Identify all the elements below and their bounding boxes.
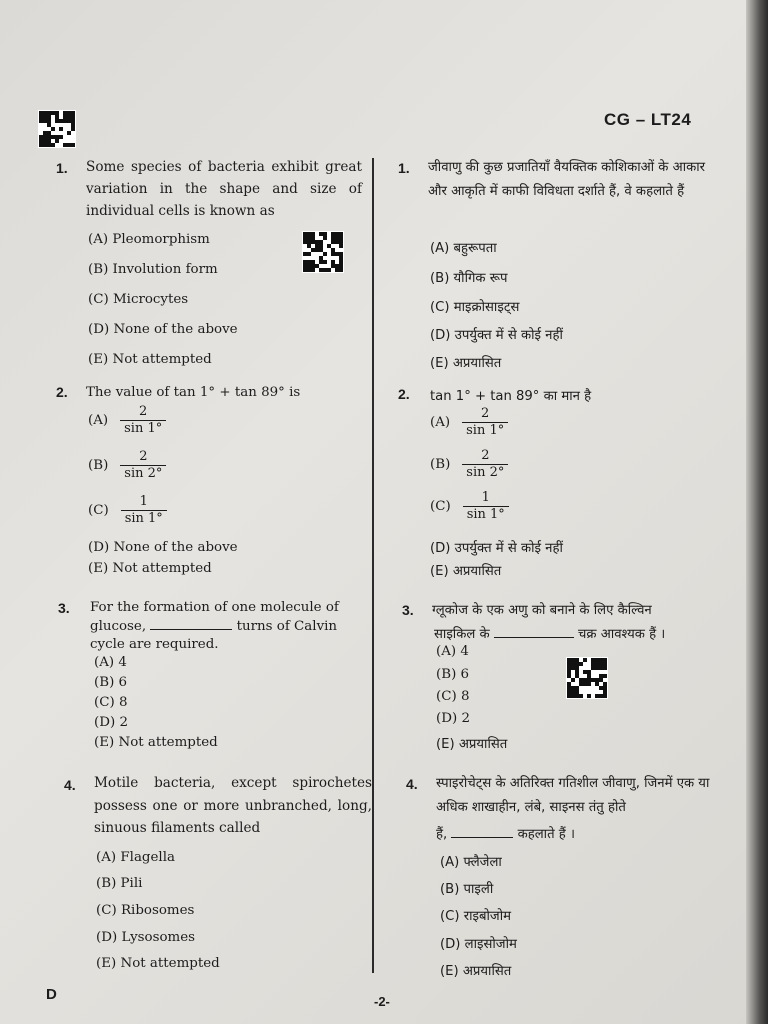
q2-option-d-hi: (D) उपर्युक्त में से कोई नहीं [430,541,563,556]
q2-option-c-numerator-en: 1 [139,494,148,509]
q2-option-c-denominator-hi: sin 1° [463,506,509,523]
q2-option-c-numerator-hi: 1 [481,490,490,505]
q2-option-c-label-hi: (C) [430,499,451,514]
q1-option-d-en: (D) None of the above [88,322,238,337]
qr-code-q3 [566,657,608,699]
q2-option-c-fraction-hi [463,490,509,523]
q4-option-c-en: (C) Ribosomes [96,903,195,918]
q2-option-c-en [88,494,167,527]
q3-text-line2-hi [434,624,665,642]
q3-option-c-hi: (C) 8 [436,689,470,704]
page-number: -2- [374,994,390,1009]
q2-option-c-hi [430,490,509,523]
q2-text-hi: tan 1° + tan 89° का मान है [430,389,592,404]
q1-option-c-en: (C) Microcytes [88,292,189,307]
q4-option-b-hi: (B) पाइली [440,882,494,897]
q3-option-e-en: (E) Not attempted [94,735,218,750]
q4-option-a-hi: (A) फ्लैजेला [440,855,502,870]
q3-option-d-en: (D) 2 [94,715,128,730]
q2-option-a-denominator-hi: sin 1° [462,422,508,439]
qr-module [603,694,607,698]
q1-option-e-en: (E) Not attempted [88,352,212,367]
q3-option-e-hi: (E) अप्रयासित [436,737,508,752]
q1-text-en: Some species of bacteria exhibit great variation in the shape and size of individual cells is known as [86,159,362,219]
q2-number-en: 2. [56,384,68,400]
q2-option-a-hi [430,406,508,439]
qr-code-top-left [38,110,76,148]
q1-text-hi: जीवाणु की कुछ प्रजातियाँ वैयक्तिक कोशिकाओं के आकार और आकृति में काफी विविधता दर्शाते हैं, वे कहलाते हैं [428,160,706,199]
q4-text-en: Motile bacteria, except spirochetes possess one or more unbranched, long, sinuous filaments called [94,775,372,836]
q3-text-line2b-en: turns of Calvin [236,619,338,634]
q3-blank-en [150,629,232,630]
q2-option-b-en [88,449,166,482]
q2-option-b-fraction-hi [462,448,508,481]
q2-option-a-en [88,404,166,437]
q2-option-c-label-en: (C) [88,503,109,518]
q4-option-c-hi: (C) राइबोजोम [440,909,512,924]
q4-blank-hi [451,837,513,838]
q1-option-d-hi: (D) उपर्युक्त में से कोई नहीं [430,328,563,343]
q1-option-a-hi: (A) बहुरूपता [430,241,497,256]
q2-option-d-en: (D) None of the above [88,540,238,555]
q4-text-line3a-hi: हैं, [436,827,448,842]
page-edge-shadow [746,0,768,1024]
q3-option-a-hi: (A) 4 [436,644,469,659]
footer-series-letter: D [46,986,57,1003]
q4-text-hi-1: स्पाइरोचेट्स के अतिरिक्त गतिशील जीवाणु, जिनमें एक या अधिक शाखाहीन, लंबे, साइनस तंतु होते [436,776,710,815]
test-code: CG – LT24 [604,110,692,129]
q4-number-hi: 4. [406,776,418,792]
q2-option-b-label-en: (B) [88,458,109,473]
q3-text-line1-hi: ग्लूकोज के एक अणु को बनाने के लिए कैल्विन [432,603,652,618]
q2-option-b-fraction-en [120,449,166,482]
q2-option-a-fraction-en [120,404,166,437]
q2-number-hi: 2. [398,386,410,402]
q2-option-a-denominator-en: sin 1° [120,420,166,437]
q2-option-e-en: (E) Not attempted [88,561,212,576]
q3-text-line2-en [90,619,337,634]
q3-number-en: 3. [58,600,70,616]
q4-option-e-hi: (E) अप्रयासित [440,964,512,979]
q4-number-en: 4. [64,777,76,793]
q3-blank-hi [494,637,574,638]
q1-number-hi: 1. [398,160,410,176]
q2-option-e-hi: (E) अप्रयासित [430,564,502,579]
q3-text-line3-en: cycle are required. [90,637,219,652]
q1-option-b-en: (B) Involution form [88,262,218,277]
q3-option-c-en: (C) 8 [94,695,128,710]
q3-option-a-en: (A) 4 [94,655,127,670]
q1-option-b-hi: (B) यौगिक रूप [430,271,508,286]
q3-text-line1-en: For the formation of one molecule of [90,600,339,615]
q4-option-e-en: (E) Not attempted [96,956,220,971]
q4-option-d-hi: (D) लाइसोजोम [440,937,517,952]
q1-option-e-hi: (E) अप्रयासित [430,356,502,371]
q1-number-en: 1. [56,160,68,176]
q2-text-en: The value of tan 1° + tan 89° is [86,385,301,400]
q2-option-a-label-hi: (A) [430,415,451,430]
q2-option-b-numerator-en: 2 [139,449,148,464]
qr-code-q1 [302,231,344,273]
q2-option-b-denominator-en: sin 2° [120,465,166,482]
q1-option-c-hi: (C) माइक्रोसाइट्स [430,300,520,315]
q2-option-b-denominator-hi: sin 2° [462,464,508,481]
q3-text-line2a-en: glucose, [90,619,147,634]
q4-option-b-en: (B) Pili [96,876,143,891]
q4-text-hi-2 [436,824,575,842]
column-divider [372,158,374,973]
q2-option-a-fraction-hi [462,406,508,439]
q2-option-a-numerator-hi: 2 [481,406,490,421]
q3-option-b-en: (B) 6 [94,675,128,690]
q1-option-a-en: (A) Pleomorphism [88,232,210,247]
q3-option-b-hi: (B) 6 [436,667,470,682]
q4-text-line3b-hi: कहलाते हैं । [517,827,575,842]
q2-option-b-numerator-hi: 2 [481,448,490,463]
q2-option-a-label-en: (A) [88,413,109,428]
q2-option-c-denominator-en: sin 1° [121,510,167,527]
q4-option-d-en: (D) Lysosomes [96,930,196,945]
q3-number-hi: 3. [402,602,414,618]
q2-option-c-fraction-en [121,494,167,527]
q3-text-line2b-hi: चक्र आवश्यक हैं । [578,627,666,642]
q2-option-b-label-hi: (B) [430,457,451,472]
q3-option-d-hi: (D) 2 [436,711,470,726]
qr-module [339,268,343,272]
q2-option-a-numerator-en: 2 [139,404,148,419]
qr-module [71,143,75,147]
q3-text-line2a-hi: साइकिल के [434,627,490,642]
q4-option-a-en: (A) Flagella [96,850,175,865]
q2-option-b-hi [430,448,508,481]
